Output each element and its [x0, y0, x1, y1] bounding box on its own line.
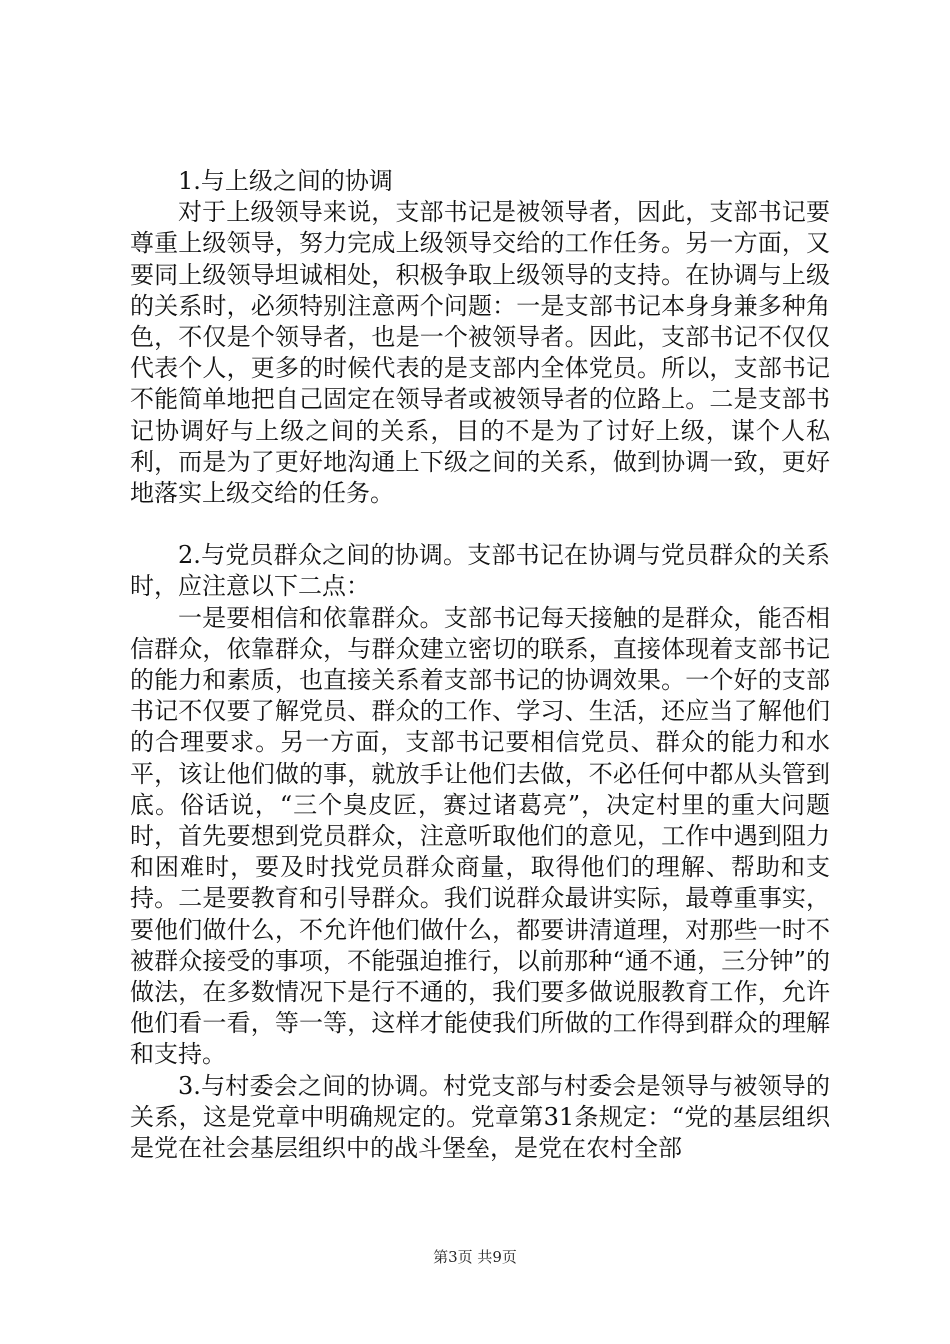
paragraph-spacer — [130, 509, 830, 540]
paragraph-masses-coordination: 一是要相信和依靠群众。支部书记每天接触的是群众，能否相信群众，依靠群众，与群众建立密切的联系，直接体现着支部书记的能力和素质，也直接关系着支部书记的协调效果。一个好的支部书记不仅要了解党员、群众的工作、学习、生活，还应当了解他们的合理要求。另一方面，支部书记要相信党员、群众的能力和水平，该让他们做的事，就放手让他们去做，不必任何中都从头管到底。俗话说，“三个臭皮匠，赛过诸葛亮”，决定村里的重大问题时，首先要想到党员群众，注意听取他们的意见，工作中遇到阻力和困难时，要及时找党员群众商量，取得他们的理解、帮助和支持。二是要教育和引导群众。我们说群众最讲实际，最尊重事实，要他们做什么，不允许他们做什么，都要讲清道理，对那些一时不被群众接受的事项，不能强迫推行，以前那种“通不通，三分钟”的做法，在多数情况下是行不通的，我们要多做说服教育工作，允许他们看一看，等一等，这样才能使我们所做的工作得到群众的理解和支持。 — [130, 603, 830, 1069]
page-footer: 第3页 共9页 — [433, 1248, 517, 1266]
section-heading-3: 3.与村委会之间的协调。村党支部与村委会是领导与被领导的关系，这是党章中明确规定的。党章第31条规定：“党的基层组织是党在社会基层组织中的战斗堡垒，是党在农村全部 — [130, 1071, 830, 1163]
paragraph-superior-coordination: 对于上级领导来说，支部书记是被领导者，因此，支部书记要尊重上级领导，努力完成上级领导交给的工作任务。另一方面，又要同上级领导坦诚相处，积极争取上级领导的支持。在协调与上级的关系时，必须特别注意两个问题：一是支部书记本身身兼多种角色，不仅是个领导者，也是一个被领导者。因此，支部书记不仅仅代表个人，更多的时候代表的是支部内全体党员。所以，支部书记不能简单地把自己固定在领导者或被领导者的位路上。二是支部书记协调好与上级之间的关系，目的不是为了讨好上级，谋个人私利，而是为了更好地沟通上下级之间的关系，做到协调一致，更好地落实上级交给的任务。 — [130, 198, 830, 508]
section-heading-1: 1.与上级之间的协调 — [178, 167, 393, 195]
section-heading-2: 2.与党员群众之间的协调。支部书记在协调与党员群众的关系时，应注意以下二点： — [130, 541, 830, 601]
document-body — [130, 166, 830, 1164]
